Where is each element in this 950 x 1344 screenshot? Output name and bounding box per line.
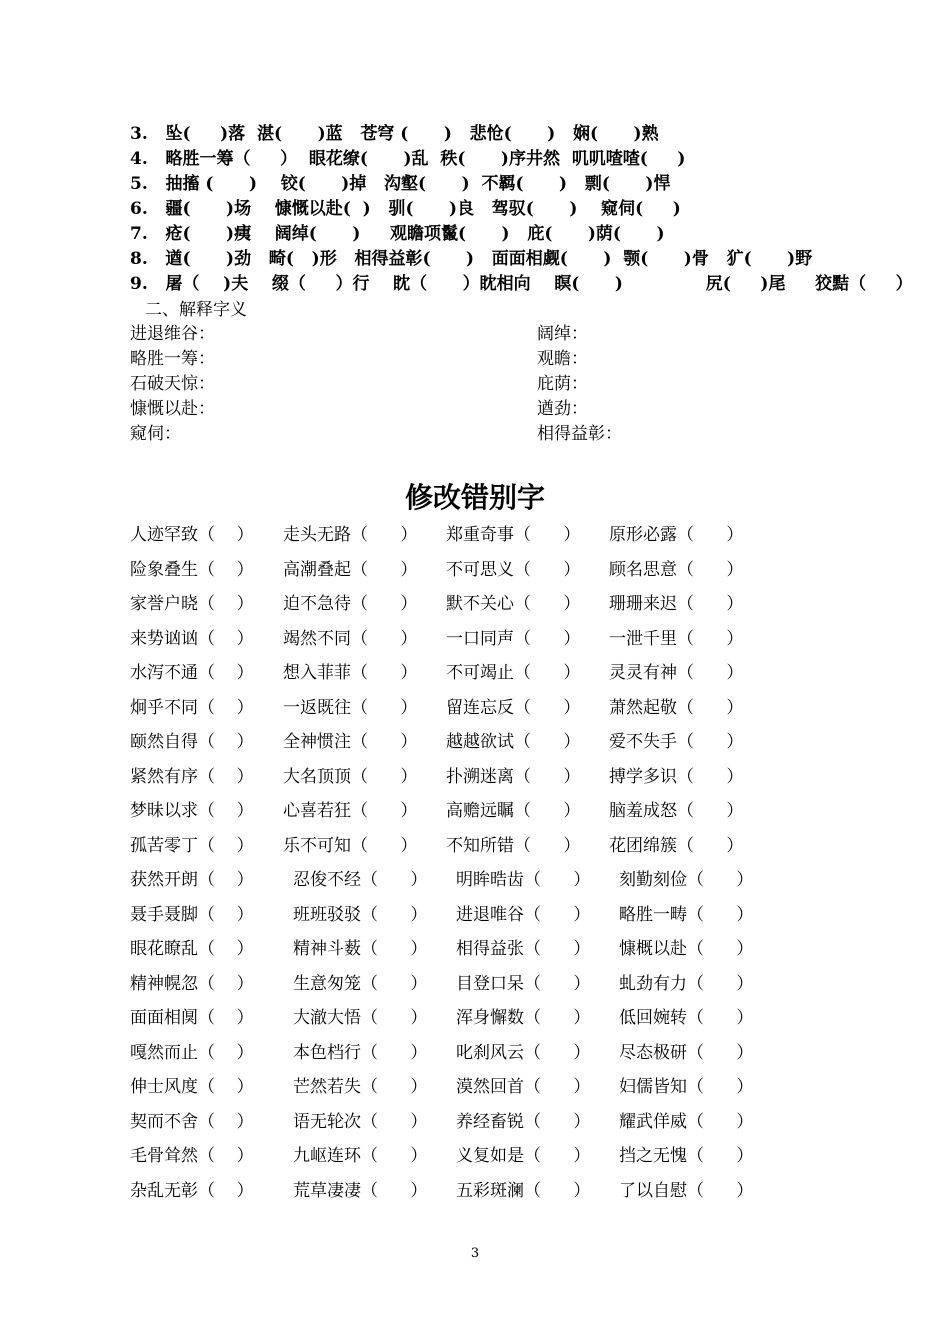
- exercise-line-5: 5. 抽搐 ( ) 铰( )掉 沟壑( ) 不羁( ) 剽( )悍: [130, 174, 671, 194]
- correction-row: [130, 1001, 830, 1036]
- correction-item: 全神惯注（ ）: [283, 732, 418, 752]
- correction-item: 花团绵簇（ ）: [609, 835, 744, 856]
- correction-item: 乐不可知（ ）: [283, 835, 418, 856]
- correction-item: 明眸晧齿（ ）: [456, 870, 591, 890]
- correction-item: 家誉户晓（ ）: [130, 594, 254, 614]
- correction-item: 相得益张（ ）: [456, 939, 591, 959]
- correction-row: [130, 1139, 830, 1174]
- correction-row: [130, 518, 830, 553]
- correction-item: 尽态极研（ ）: [619, 1042, 754, 1063]
- exercise-line-6: 6. 疆( )场 慷慨以赴( ) 驯( )良 驾驭( ) 窥伺( ): [130, 199, 681, 219]
- correction-row: [130, 760, 830, 795]
- correction-item: 一口同声（ ）: [446, 628, 581, 649]
- correction-item: 脑羞成怒（ ）: [609, 801, 744, 821]
- explain-list: [130, 322, 830, 447]
- exercise-line-7: 7. 疮( )痍 阔绰( ) 观瞻项鬣( ) 庇( )荫( ): [130, 224, 665, 244]
- correction-item: 面面相阒（ ）: [130, 1008, 254, 1028]
- correction-row: [130, 898, 830, 933]
- correction-row: [130, 829, 830, 864]
- correction-item: 人迹罕致（ ）: [130, 525, 254, 545]
- correction-item: 本色档行（ ）: [293, 1042, 428, 1063]
- correction-row: [130, 691, 830, 726]
- correction-item: 进退唯谷（ ）: [456, 904, 591, 925]
- correction-item: 原形必露（ ）: [609, 525, 744, 545]
- correction-item: 扑溯迷离（ ）: [446, 766, 581, 787]
- correction-item: 了以自慰（ ）: [619, 1180, 754, 1201]
- correction-row: [130, 1105, 830, 1140]
- correction-item: 不知所错（ ）: [446, 835, 581, 856]
- correction-item: 默不关心（ ）: [446, 594, 581, 614]
- correction-item: 顾名思意（ ）: [609, 559, 744, 580]
- correction-item: 义复如是（ ）: [456, 1146, 591, 1166]
- correction-item: 嘎然而止（ ）: [130, 1042, 254, 1063]
- exercise-line-4: 4. 略胜一筹（ ） 眼花缭( )乱 秩( )序井然 叽叽喳喳( ): [130, 149, 686, 169]
- correction-item: 郑重奇事（ ）: [446, 525, 581, 545]
- explain-term: 窥伺：: [130, 424, 181, 444]
- correction-row: [130, 1070, 830, 1105]
- explain-term: 略胜一筹：: [130, 349, 215, 369]
- correction-row: [130, 794, 830, 829]
- correction-item: 漠然回首（ ）: [456, 1077, 591, 1097]
- correction-item: 精神幌忽（ ）: [130, 973, 254, 994]
- correction-row: [130, 932, 830, 967]
- correction-item: 略胜一畴（ ）: [619, 904, 754, 925]
- explain-row: [130, 422, 830, 447]
- correction-item: 大名顶顶（ ）: [283, 766, 418, 787]
- correction-item: 契而不舍（ ）: [130, 1111, 254, 1132]
- section-title-corrections: 修改错别字: [404, 481, 545, 514]
- correction-item: 芒然若失（ ）: [293, 1077, 428, 1097]
- correction-item: 叱刹风云（ ）: [456, 1042, 591, 1063]
- correction-item: 炯乎不同（ ）: [130, 697, 254, 718]
- correction-item: 险象叠生（ ）: [130, 559, 254, 580]
- correction-item: 搏学多识（ ）: [609, 766, 744, 787]
- correction-item: 不可竭止（ ）: [446, 663, 581, 683]
- correction-item: 颐然自得（ ）: [130, 732, 254, 752]
- correction-item: 来势讻讻（ ）: [130, 628, 254, 649]
- correction-item: 慷概以赴（ ）: [619, 939, 754, 959]
- exercise-line-8: 8. 遒( )劲 畸( )形 相得益彰( ) 面面相觑( ) 颚( )骨 犷( )野: [130, 249, 813, 269]
- correction-item: 虬劲有力（ ）: [619, 973, 754, 994]
- correction-item: 五彩斑澜（ ）: [456, 1180, 591, 1201]
- numbered-pinyin-exercise: [130, 122, 913, 297]
- correction-item: 生意匆笼（ ）: [293, 973, 428, 994]
- correction-item: 聂手聂脚（ ）: [130, 904, 254, 925]
- explain-row: [130, 372, 830, 397]
- correction-item: 大澈大悟（ ）: [293, 1008, 428, 1028]
- correction-item: 妇儒皆知（ ）: [619, 1077, 754, 1097]
- correction-item: 耀武佯威（ ）: [619, 1111, 754, 1132]
- correction-row: [130, 1036, 830, 1071]
- correction-item: 获然开朗（ ）: [130, 870, 254, 890]
- correction-item: 紧然有序（ ）: [130, 766, 254, 787]
- correction-row: [130, 622, 830, 657]
- correction-row: [130, 725, 830, 760]
- correction-item: 一泄千里（ ）: [609, 628, 744, 649]
- correction-item: 班班驳驳（ ）: [293, 904, 428, 925]
- correction-item: 精神斗薮（ ）: [293, 939, 428, 959]
- correction-item: 想入菲菲（ ）: [283, 663, 418, 683]
- correction-item: 毛骨耸然（ ）: [130, 1146, 254, 1166]
- correction-item: 越越欲试（ ）: [446, 732, 581, 752]
- correction-item: 灵灵有神（ ）: [609, 663, 744, 683]
- explain-term: 遒劲：: [537, 399, 588, 419]
- correction-item: 杂乱无彰（ ）: [130, 1180, 254, 1201]
- correction-row: [130, 656, 830, 691]
- section-heading-explain: 二、解释字义: [145, 300, 247, 320]
- explain-term: 观瞻：: [537, 349, 588, 369]
- correction-row: [130, 967, 830, 1002]
- explain-term: 进退维谷：: [130, 324, 215, 344]
- correction-item: 荒草凄凄（ ）: [293, 1180, 428, 1201]
- correction-item: 珊珊来迟（ ）: [609, 594, 744, 614]
- correction-item: 高赡远瞩（ ）: [446, 801, 581, 821]
- correction-item: 忍俊不经（ ）: [293, 870, 428, 890]
- correction-item: 低回婉转（ ）: [619, 1008, 754, 1028]
- explain-term: 慷慨以赴：: [130, 399, 215, 419]
- correction-row: [130, 553, 830, 588]
- explain-row: [130, 347, 830, 372]
- page-number: 3: [470, 1246, 480, 1261]
- correction-grid: [130, 518, 830, 1208]
- correction-item: 迫不急待（ ）: [283, 594, 418, 614]
- correction-item: 目登口呆（ ）: [456, 973, 591, 994]
- correction-item: 水泻不通（ ）: [130, 663, 254, 683]
- correction-item: 语无轮次（ ）: [293, 1111, 428, 1132]
- correction-item: 浑身懈数（ ）: [456, 1008, 591, 1028]
- explain-term: 石破天惊：: [130, 374, 215, 394]
- correction-item: 爱不失手（ ）: [609, 732, 744, 752]
- correction-item: 留连忘反（ ）: [446, 697, 581, 718]
- correction-item: 走头无路（ ）: [283, 525, 418, 545]
- correction-row: [130, 587, 830, 622]
- explain-row: [130, 397, 830, 422]
- correction-row: [130, 863, 830, 898]
- explain-term: 阔绰：: [537, 324, 588, 344]
- explain-row: [130, 322, 830, 347]
- exercise-line-9: 9. 屠（ )夫 缀（ ）行 眈（ ）眈相向 瞑( ) 尻( )尾 狡黠（ ）: [130, 274, 913, 294]
- correction-row: [130, 1174, 830, 1209]
- correction-item: 伸士风度（ ）: [130, 1077, 254, 1097]
- correction-item: 挡之无愧（ ）: [619, 1146, 754, 1166]
- explain-term: 庇荫：: [537, 374, 588, 394]
- correction-item: 孤苦零丁（ ）: [130, 835, 254, 856]
- correction-item: 九岖连环（ ）: [293, 1146, 428, 1166]
- explain-term: 相得益彰：: [537, 424, 622, 444]
- correction-item: 不可思义（ ）: [446, 559, 581, 580]
- correction-item: 竭然不同（ ）: [283, 628, 418, 649]
- correction-item: 养经畜锐（ ）: [456, 1111, 591, 1132]
- correction-item: 眼花瞭乱（ ）: [130, 939, 254, 959]
- correction-item: 一返既往（ ）: [283, 697, 418, 718]
- correction-item: 萧然起敬（ ）: [609, 697, 744, 718]
- correction-item: 刻勤刻俭（ ）: [619, 870, 754, 890]
- correction-item: 梦昧以求（ ）: [130, 801, 254, 821]
- exercise-line-3: 3. 坠( )落 湛( )蓝 苍穹 ( ) 悲怆( ) 娴( )熟: [130, 124, 659, 144]
- correction-item: 高潮叠起（ ）: [283, 559, 418, 580]
- correction-item: 心喜若狂（ ）: [283, 801, 418, 821]
